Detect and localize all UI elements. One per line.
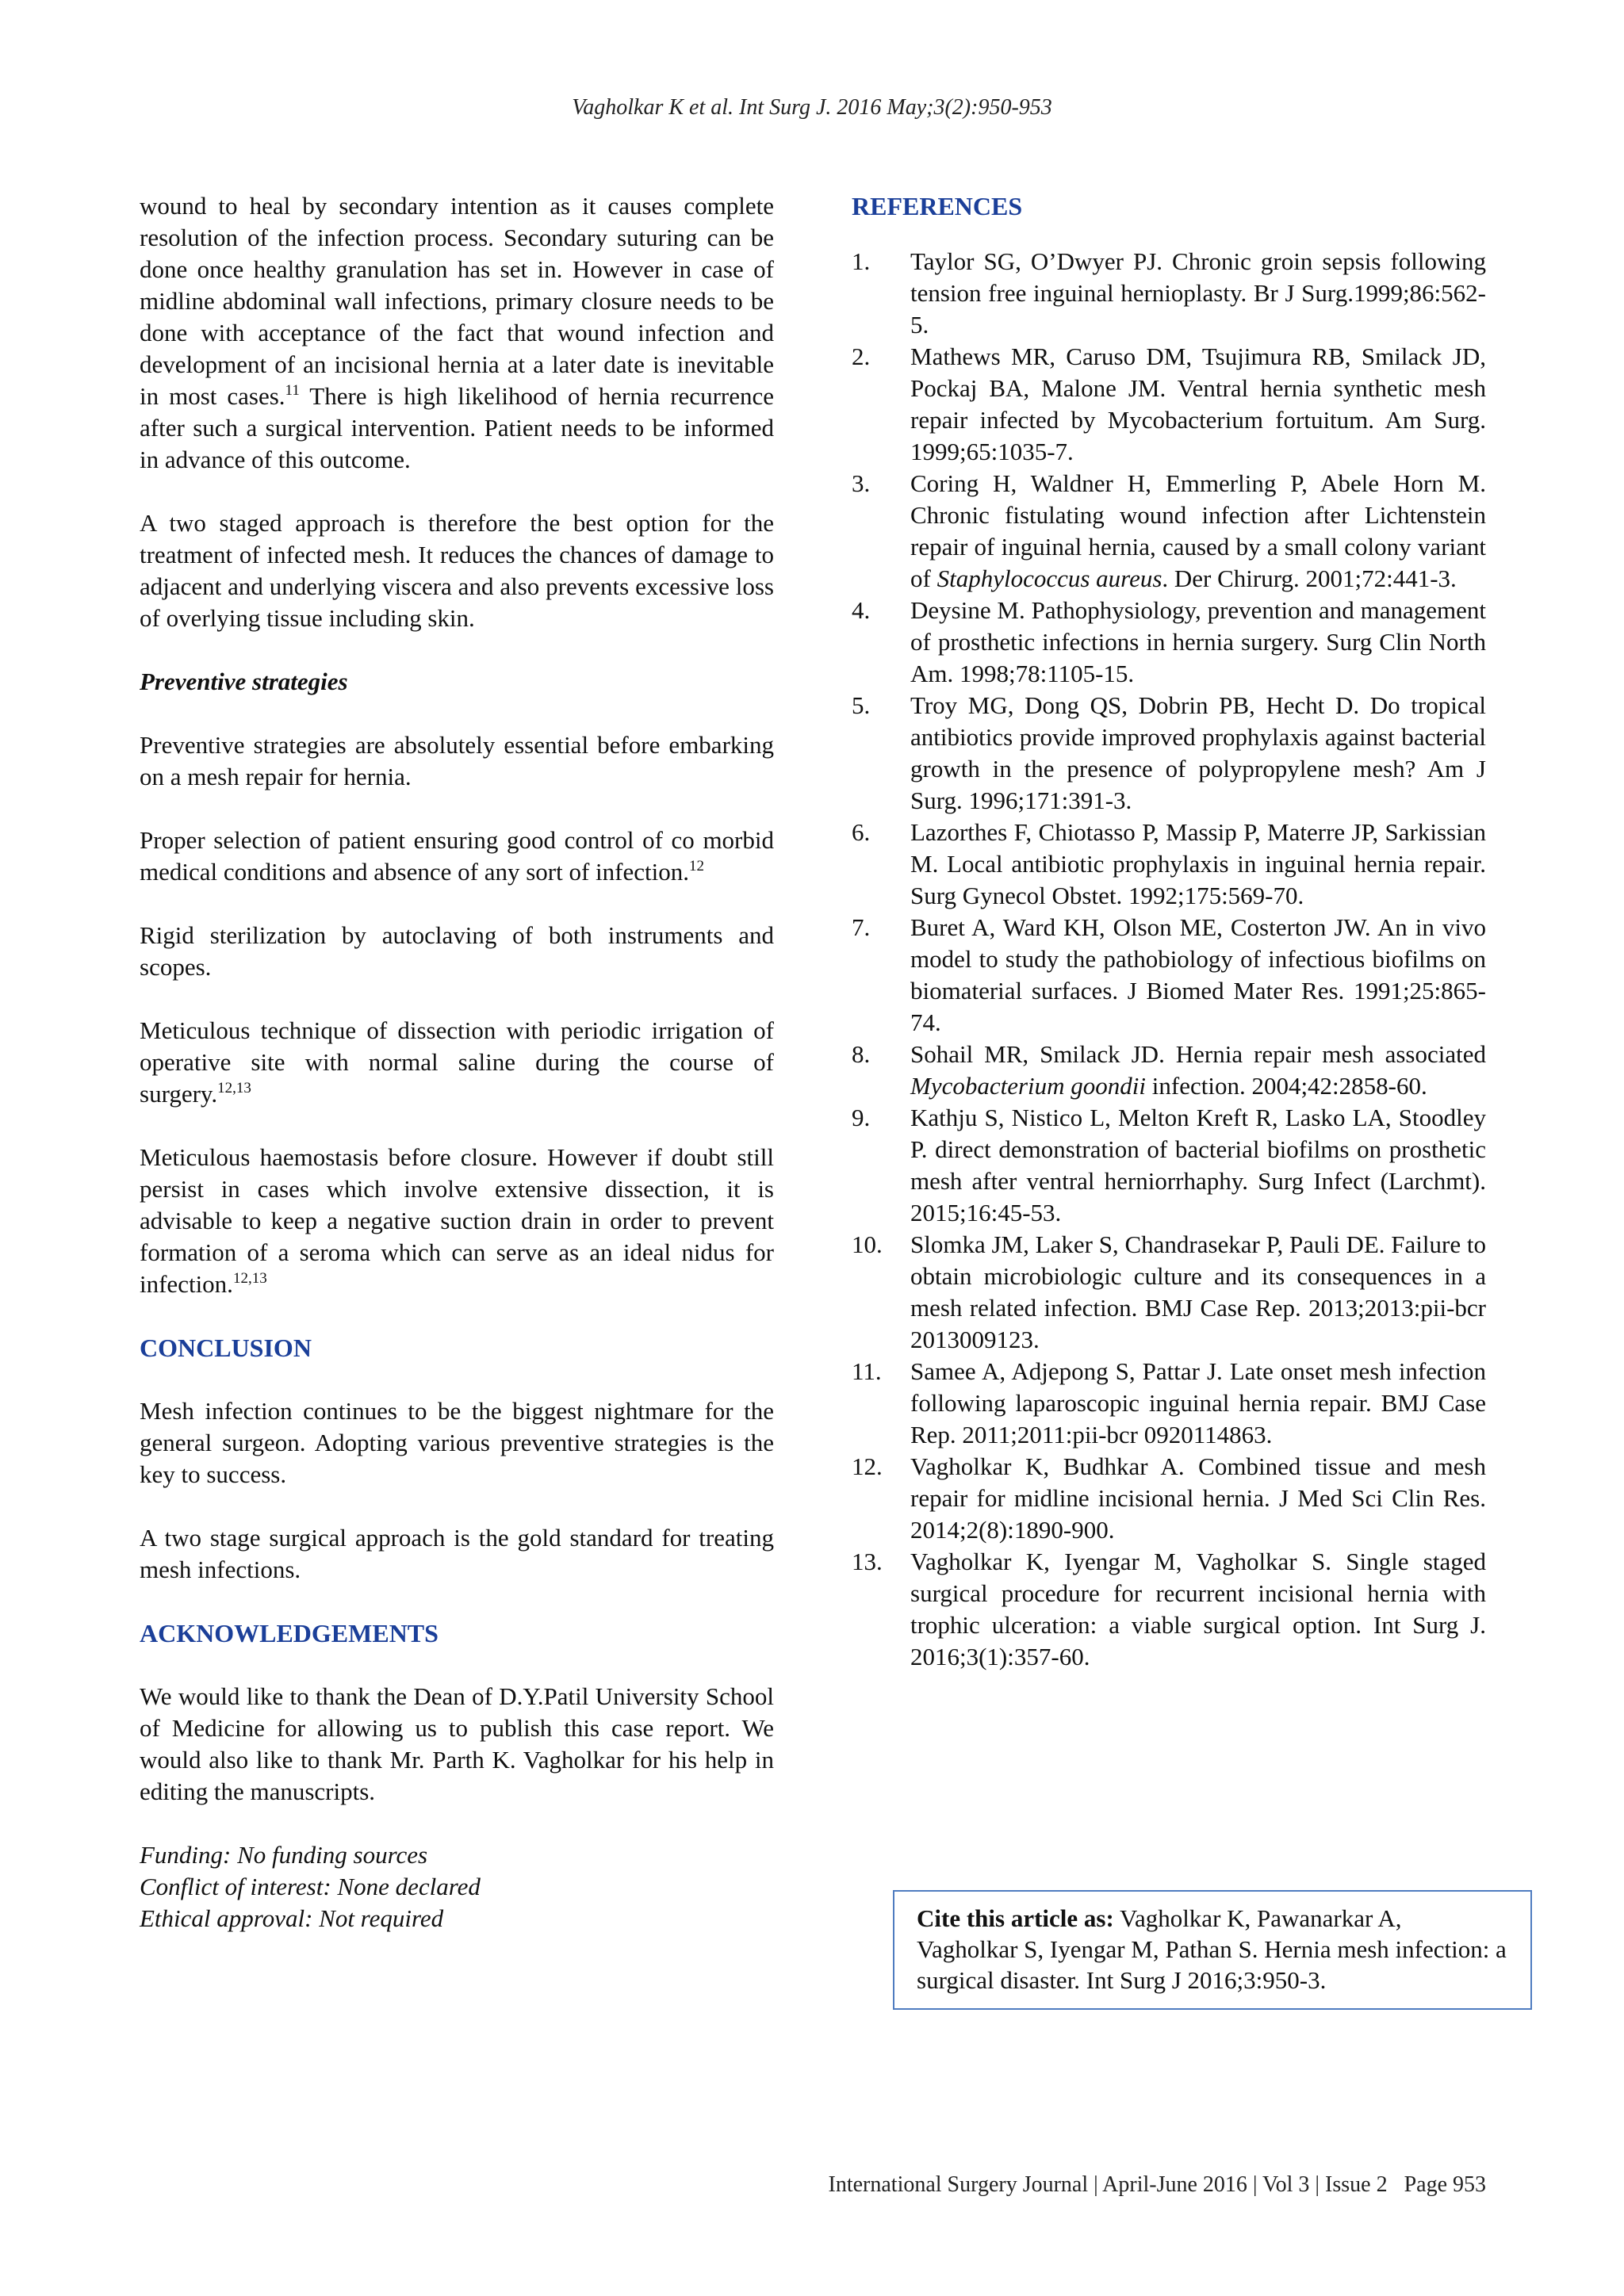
citation-superscript: 12,13	[232, 1270, 267, 1287]
reference-number: 2.	[852, 342, 871, 370]
reference-item: 9. Kathju S, Nistico L, Melton Kreft R, Lasko LA, Stoodley P. direct demonstration of bacterial biofilms on prosthetic mesh after ventral herniorrhaphy. Surg Infect (Larchmt). 2015;16:45-53.	[852, 1104, 1486, 1226]
body-paragraph: We would like to thank the Dean of D.Y.Patil University School of Medicine for allowing us to publish this case report. We would also like to thank Mr. Parth K. Vagholkar for his help in editing the manuscripts.	[140, 1682, 774, 1805]
body-paragraph: Proper selection of patient ensuring good control of co morbid medical conditions and absence of any sort of infection.$^{12}$	[140, 826, 774, 886]
reference-item: 1. Taylor SG, O’Dwyer PJ. Chronic groin sepsis following tension free inguinal hernioplasty. Br J Surg.1999;86:562-5.	[852, 247, 1486, 339]
reference-number: 1.	[852, 247, 871, 275]
preventive-strategies-heading: Preventive strategies	[140, 668, 348, 695]
reference-item: 10. Slomka JM, Laker S, Chandrasekar P, Pauli DE. Failure to obtain microbiologic culture and its consequences in a mesh related infection. BMJ Case Rep. 2013;2013:pii-bcr 2013009123.	[852, 1230, 1486, 1353]
reference-number: 11.	[852, 1357, 882, 1385]
species-name: Mycobacterium goondii	[910, 1072, 1147, 1100]
ethical-statement: Ethical approval: Not required	[140, 1904, 444, 1932]
reference-number: 6.	[852, 818, 871, 846]
references-heading: REFERENCES	[852, 192, 1023, 220]
body-paragraph: Preventive strategies are absolutely essential before embarking on a mesh repair for hernia.	[140, 731, 774, 790]
reference-item: 3. Coring H, Waldner H, Emmerling P, Abele Horn M. Chronic fistulating wound infection after Lichtenstein repair of inguinal hernia, caused by a small colony variant of Staphylococcus aureus. Der Chirurg. 2001;72:441-3.	[852, 469, 1486, 592]
reference-number: 9.	[852, 1104, 871, 1131]
reference-number: 12.	[852, 1452, 883, 1480]
reference-item: 8. Sohail MR, Smilack JD. Hernia repair mesh associated Mycobacterium goondii infection. 2004;42:2858-60.	[852, 1040, 1486, 1100]
reference-number: 5.	[852, 691, 871, 719]
reference-item: 12. Vagholkar K, Budhkar A. Combined tissue and mesh repair for midline incisional hernia. J Med Sci Clin Res. 2014;2(8):1890-900.	[852, 1452, 1486, 1544]
reference-item: 5. Troy MG, Dong QS, Dobrin PB, Hecht D. Do tropical antibiotics provide improved prophylaxis against bacterial growth in the presence of polypropylene mesh? Am J Surg. 1996;171:391-3.	[852, 691, 1486, 814]
reference-item: 6. Lazorthes F, Chiotasso P, Massip P, Materre JP, Sarkissian M. Local antibiotic prophylaxis in inguinal hernia repair. Surg Gynecol Obstet. 1992;175:569-70.	[852, 818, 1486, 909]
page-footer: International Surgery Journal | April-June 2016 | Vol 3 | Issue 2 Page 953	[828, 2172, 1486, 2197]
species-name: Staphylococcus aureus	[936, 564, 1162, 592]
body-paragraph: A two staged approach is therefore the best option for the treatment of infected mesh. It reduces the chances of damage to adjacent and underlying viscera and also prevents excessive loss of overlying tissue including skin.	[140, 509, 774, 632]
reference-item: 13. Vagholkar K, Iyengar M, Vagholkar S. Single staged surgical procedure for recurrent incisional hernia with trophic ulceration: a viable surgical option. Int Surg J. 2016;3(1):357-60.	[852, 1548, 1486, 1670]
acknowledgements-heading: ACKNOWLEDGEMENTS	[140, 1619, 439, 1647]
body-paragraph: Rigid sterilization by autoclaving of both instruments and scopes.	[140, 921, 774, 981]
left-column	[140, 190, 774, 1934]
citation-superscript: 12,13	[217, 1080, 251, 1096]
reference-item: 11. Samee A, Adjepong S, Pattar J. Late onset mesh infection following laparoscopic inguinal hernia repair. BMJ Case Rep. 2011;2011:pii-bcr 0920114863.	[852, 1357, 1486, 1448]
right-column	[852, 190, 1486, 1673]
reference-list	[852, 246, 1486, 1673]
reference-number: 7.	[852, 913, 871, 941]
reference-number: 8.	[852, 1040, 871, 1068]
running-header: Vagholkar K et al. Int Surg J. 2016 May;3(2):950-953	[572, 95, 1052, 120]
citation-superscript: 12	[688, 858, 704, 874]
reference-item: 4. Deysine M. Pathophysiology, prevention and management of prosthetic infections in hernia surgery. Surg Clin North Am. 1998;78:1105-15.	[852, 596, 1486, 687]
conclusion-heading: CONCLUSION	[140, 1334, 312, 1362]
citation-superscript: 11	[285, 382, 300, 399]
reference-number: 3.	[852, 469, 871, 497]
cite-this-article-box	[893, 1890, 1532, 2010]
body-paragraph: wound to heal by secondary intention as it causes complete resolution of the infection process. Secondary suturing can be done once healthy granulation has set in. However in case of midline abdominal wall infections, primary closure needs to be done with acceptance of the fact that wound infection and development of an incisional hernia at a later date is inevitable in most cases.$^{11}$ There is high likelihood of hernia recurrence after such a surgical intervention. Patient needs to be informed in advance of this outcome.	[140, 192, 774, 473]
cite-text: Vagholkar K, Pawanarkar A, Vagholkar S, Iyengar M, Pathan S. Hernia mesh infection: a surgical disaster. Int Surg J 2016;3:950-3.	[917, 1904, 1507, 1994]
reference-number: 4.	[852, 596, 871, 624]
funding-statement: Funding: No funding sources	[140, 1841, 428, 1869]
reference-number: 13.	[852, 1548, 883, 1575]
cite-label: Cite this article as:	[917, 1904, 1114, 1932]
body-paragraph: Mesh infection continues to be the biggest nightmare for the general surgeon. Adopting various preventive strategies is the key to success.	[140, 1397, 774, 1488]
body-paragraph: Meticulous technique of dissection with periodic irrigation of operative site with normal saline during the course of surgery.$^{12,13}$	[140, 1016, 774, 1108]
conflict-statement: Conflict of interest: None declared	[140, 1873, 481, 1900]
reference-number: 10.	[852, 1230, 883, 1258]
body-paragraph: A two stage surgical approach is the gold standard for treating mesh infections.	[140, 1524, 774, 1583]
body-paragraph: Meticulous haemostasis before closure. However if doubt still persist in cases which involve extensive dissection, it is advisable to keep a negative suction drain in order to prevent formation of a seroma which can serve as an ideal nidus for infection.$^{12,13}$	[140, 1143, 774, 1298]
reference-item: 7. Buret A, Ward KH, Olson ME, Costerton JW. An in vivo model to study the pathobiology of infectious biofilms on biomaterial surfaces. J Biomed Mater Res. 1991;25:865-74.	[852, 913, 1486, 1036]
reference-item: 2. Mathews MR, Caruso DM, Tsujimura RB, Smilack JD, Pockaj BA, Malone JM. Ventral hernia synthetic mesh repair infected by Mycobacterium fortuitum. Am Surg. 1999;65:1035-7.	[852, 342, 1486, 465]
